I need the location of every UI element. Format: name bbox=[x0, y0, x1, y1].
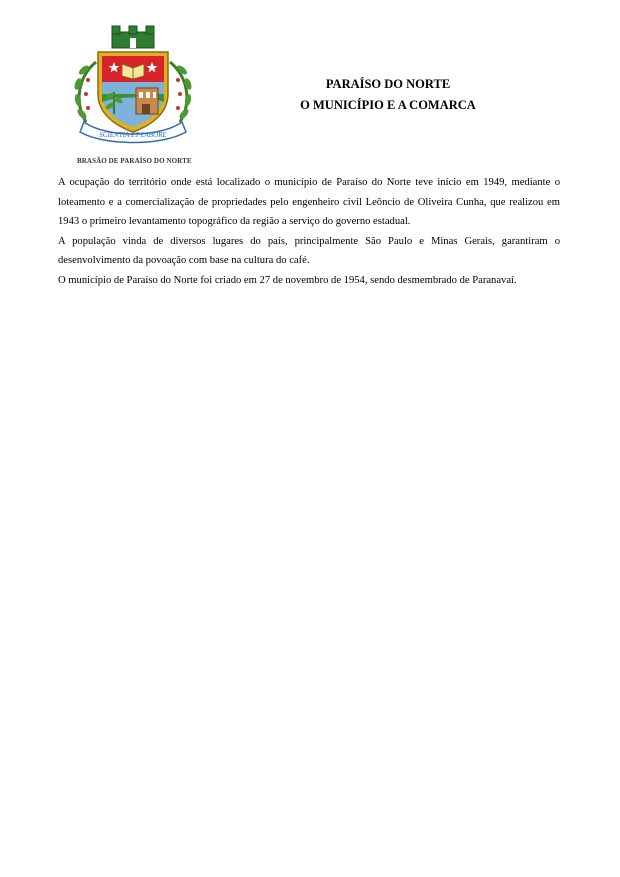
motto-text: SCIENTIA ET LABORE bbox=[99, 131, 167, 139]
paragraph: A população vinda de diversos lugares do país, principalmente São Paulo e Minas Gerais, garantiram o desenvolvimento da povoação com base na cultura do café. bbox=[58, 235, 560, 266]
paragraph: O município de Paraíso do Norte foi criado em 27 de novembro de 1954, sendo desmembrado de Paranavaí. bbox=[58, 274, 517, 286]
title-line-2: O MUNICÍPIO E A COMARCA bbox=[300, 98, 476, 112]
coat-of-arms-image bbox=[66, 22, 200, 144]
coat-of-arms-icon bbox=[66, 22, 200, 144]
body-text bbox=[58, 173, 560, 290]
title-line-1: PARAÍSO DO NORTE bbox=[325, 77, 451, 91]
coat-of-arms-caption: BRASÃO DE PARAÍSO DO NORTE bbox=[77, 157, 192, 165]
paragraph: A ocupação do território onde está localizado o município de Paraíso do Norte teve início em 1949, mediante o loteamento e a comercialização de propriedades pelo engenheiro civil Leôncio de Oliveira Cunha, que realizou em 1943 o primeiro levantamento topográfico da região a serviço do governo estadual. bbox=[58, 177, 560, 227]
document-title bbox=[270, 74, 506, 116]
